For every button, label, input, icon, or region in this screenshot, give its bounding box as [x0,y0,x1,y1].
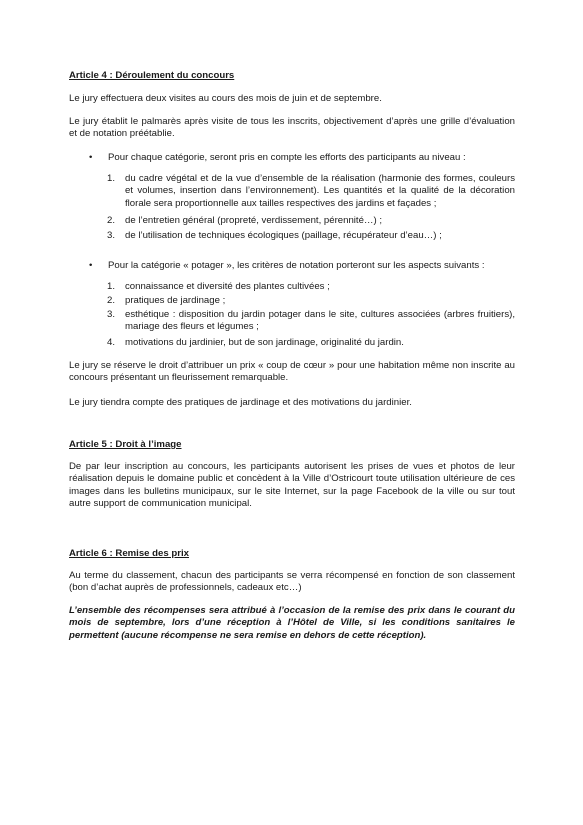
article-4-paragraph-2: Le jury établit le palmarès après visite de tous les inscrits, objectivement d’après une grille d’évaluation et de notation préétablie. [69,116,515,140]
list-1-item: du cadre végétal et de la vue d’ensemble de la réalisation (harmonie des formes, couleurs et volumes, insertion dans l’environnement). Les quantités et la qualité de la décoration florale sera proportionnelle aux tailles respectives des jardins et façades ; [125,173,515,209]
article-5-heading: Article 5 : Droit à l’image [69,439,182,450]
list-1-number: 1. [107,173,116,184]
list-2-item: esthétique : disposition du jardin potager dans le site, cultures associées (arbres fruitiers), mariage des fleurs et légumes ; [125,309,515,333]
bullet-item-2: Pour la catégorie « potager », les critères de notation porteront sur les aspects suivants : [108,260,485,271]
list-1-item: de l’entretien général (propreté, verdissement, pérennité…) ; [125,215,383,226]
list-1-item: de l’utilisation de techniques écologiques (paillage, récupérateur d’eau…) ; [125,230,442,241]
list-2-item: motivations du jardinier, but de son jardinage, originalité du jardin. [125,337,404,348]
list-2-number: 3. [107,309,116,320]
article-4-paragraph-3: Le jury se réserve le droit d’attribuer un prix « coup de cœur » pour une habitation même non inscrite au concours présentant un fleurissement remarquable. [69,360,515,384]
list-2-item: pratiques de jardinage ; [125,295,226,306]
list-2-number: 4. [107,337,116,348]
bullet-item-1: Pour chaque catégorie, seront pris en compte les efforts des participants au niveau : [108,152,466,163]
article-5-paragraph-1: De par leur inscription au concours, les participants autorisent les prises de vues et photos de leur réalisation depuis le domaine public et concèdent à la Ville d’Ostricourt toute utilisation ultérieure de ces images dans les bulletins municipaux, sur le site Internet, sur la page Facebook de la ville ou sur tout autre support de communication municipal. [69,461,515,510]
article-6-heading: Article 6 : Remise des prix [69,548,189,559]
article-4-paragraph-4: Le jury tiendra compte des pratiques de jardinage et des motivations du jardinier. [69,397,412,408]
list-2-item: connaissance et diversité des plantes cultivées ; [125,281,330,292]
article-4-heading: Article 4 : Déroulement du concours [69,70,235,81]
article-6-closing-statement: L’ensemble des récompenses sera attribué à l’occasion de la remise des prix dans le courant du mois de septembre, lors d’une réception à l’Hôtel de Ville, si les conditions sanitaires le permettent (aucune récompense ne sera remise en dehors de cette réception). [69,605,515,641]
list-1-number: 3. [107,230,116,241]
list-1-number: 2. [107,215,116,226]
article-4-paragraph-1: Le jury effectuera deux visites au cours des mois de juin et de septembre. [69,93,382,104]
article-6-paragraph-1: Au terme du classement, chacun des participants se verra récompensé en fonction de son classement (bon d’achat auprès de professionnels, cadeaux etc…) [69,570,515,594]
list-2-number: 1. [107,281,116,292]
bullet-marker: • [89,152,93,163]
list-2-number: 2. [107,295,116,306]
bullet-marker: • [89,260,93,271]
